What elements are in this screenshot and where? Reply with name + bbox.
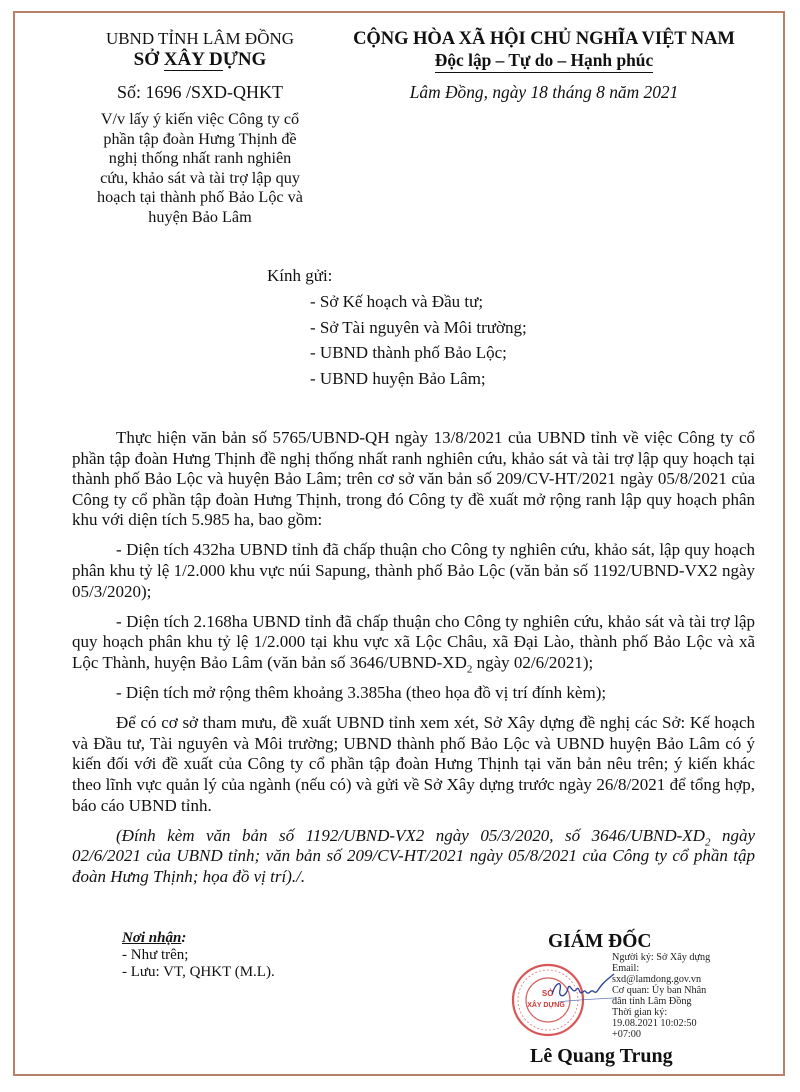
department-prefix: SỞ bbox=[133, 49, 164, 70]
handwritten-signature-icon bbox=[548, 968, 618, 1008]
paragraph-intro: Thực hiện văn bản số 5765/UBND-QH ngày 13/8/2021 của UBND tỉnh về việc Công ty cổ phần tập đoàn Hưng Thịnh đề nghị thống nhất ranh nghiên cứu, khảo sát và tài trợ lập quy hoạch tại thành phố Bảo Lộc và huyện Bảo Lâm; trên cơ sở văn bản số 209/CV-HT/2021 ngày 05/8/2021 của Công ty cổ phần tập đoàn Hưng Thịnh, trong đó Công ty đề xuất mở rộng ranh lập quy hoạch phân khu với diện tích 5.985 ha, bao gồm: bbox=[72, 428, 755, 530]
subscript: 2 bbox=[704, 835, 711, 848]
paragraph-item-432ha: - Diện tích 432ha UBND tỉnh đã chấp thuận cho Công ty nghiên cứu, khảo sát, lập quy hoạch phân khu tỷ lệ 1/2.000 khu vực núi Sapung, thành phố Bảo Lộc (văn bản số 1192/UBND-VX2 ngày 05/3/2020); bbox=[72, 540, 755, 601]
paragraph-item-2168ha bbox=[72, 612, 755, 674]
subject-line: V/v lấy ý kiến việc Công ty cổ bbox=[100, 110, 300, 128]
sig-line: +07:00 bbox=[612, 1029, 641, 1040]
department-underlined: XÂY D bbox=[163, 49, 223, 70]
attachment-note bbox=[72, 826, 755, 888]
paragraph-request: Để có cơ sở tham mưu, đề xuất UBND tỉnh xem xét, Sở Xây dựng đề nghị các Sở: Kế hoạch và Đầu tư, Tài nguyên và Môi trường; UBND thành phố Bảo Lộc và UBND huyện Bảo Lâm có ý kiến đối với đề xuất của Công ty cổ phần tập đoàn Hưng Thịnh tại văn bản nêu trên; ý kiến khác theo lĩnh vực quản lý của ngành (nếu có) và gửi về Sở Xây dựng trước ngày 26/8/2021 để tổng hợp, báo cáo UBND tỉnh. bbox=[72, 713, 755, 815]
subject-line: nghị thống nhất ranh nghiên bbox=[108, 149, 292, 167]
recipient-item: - Như trên; bbox=[122, 947, 189, 963]
sig-line: 19.08.2021 10:02:50 bbox=[612, 1018, 697, 1029]
place-date: Lâm Đồng, ngày 18 tháng 8 năm 2021 bbox=[409, 82, 679, 102]
addressee-item: - UBND huyện Bảo Lâm; bbox=[310, 368, 486, 388]
addressee-item: - Sở Tài nguyên và Môi trường; bbox=[310, 317, 527, 337]
recipients-colon: : bbox=[181, 930, 187, 946]
sig-line: Cơ quan: Ủy ban Nhân bbox=[612, 985, 707, 996]
svg-text:SỞ: SỞ bbox=[541, 989, 555, 998]
recipient-item: - Lưu: VT, QHKT (M.L). bbox=[122, 964, 275, 980]
nation-title: CỘNG HÒA XÃ HỘI CHỦ NGHĨA VIỆT NAM bbox=[353, 28, 735, 49]
signer-name: Lê Quang Trung bbox=[530, 1045, 673, 1067]
sig-line: Email: bbox=[612, 963, 640, 974]
subject bbox=[70, 110, 330, 227]
subject-line: phần tập đoàn Hưng Thịnh đề bbox=[103, 129, 297, 148]
sig-line: dân tỉnh Lâm Đồng bbox=[612, 996, 692, 1007]
note-text: ngày 02/6/2021 của UBND tỉnh; văn bản số 209/CV-HT/2021 ngày 05/8/2021 của Công ty cổ phần tập đoàn Hưng Thịnh; họa đồ vị trí)./. bbox=[72, 825, 755, 886]
document-number: Số: 1696 /SXD-QHKT bbox=[116, 82, 283, 102]
agency-name: UBND TỈNH LÂM ĐỒNG bbox=[105, 29, 295, 48]
sig-line: Thời gian ký: bbox=[612, 1007, 668, 1018]
subject-line: cứu, khảo sát và tài trợ lập quy bbox=[100, 168, 300, 187]
department-suffix: ỰNG bbox=[222, 49, 267, 70]
addressee-label: Kính gửi: bbox=[267, 266, 333, 285]
addressee-item: - Sở Kế hoạch và Đầu tư; bbox=[310, 292, 484, 311]
svg-text:XÂY DỰNG: XÂY DỰNG bbox=[527, 1002, 565, 1009]
paragraph-text: - Diện tích 2.168ha UBND tỉnh đã chấp thuận cho Công ty nghiên cứu, khảo sát và tài trợ lập quy hoạch phân khu tỷ lệ 1/2.000 tại khu vực xã Lộc Châu, xã Đại Lào, thành phố Bảo Lộc và xã Lộc Thành, huyện Bảo Lâm (văn bản số 3646/UBND-XD bbox=[72, 611, 755, 672]
signer-title: GIÁM ĐỐC bbox=[548, 931, 652, 952]
sig-line: Người ký: Sở Xây dựng bbox=[612, 952, 711, 963]
recipients-block bbox=[122, 930, 275, 981]
letter-body bbox=[72, 428, 755, 897]
subject-line: huyện Bảo Lâm bbox=[148, 207, 252, 226]
addressee-list bbox=[310, 289, 527, 391]
recipients-title-text: Nơi nhận bbox=[122, 930, 182, 946]
note-text: (Đính kèm văn bản số 1192/UBND-VX2 ngày 05/3/2020, số 3646/UBND-XD bbox=[116, 825, 705, 845]
digital-signature-info bbox=[612, 952, 782, 1040]
department-name bbox=[70, 49, 330, 71]
subject-line: hoạch tại thành phố Bảo Lộc và bbox=[97, 188, 303, 206]
addressee-item: - UBND thành phố Bảo Lộc; bbox=[310, 343, 507, 362]
paragraph-item-3385ha: - Diện tích mở rộng thêm khoảng 3.385ha (theo họa đồ vị trí đính kèm); bbox=[116, 683, 607, 703]
paragraph-text: ngày 02/6/2021); bbox=[472, 652, 594, 672]
national-header bbox=[318, 28, 770, 103]
sig-line: sxd@lamdong.gov.vn bbox=[612, 974, 702, 985]
motto: Độc lập – Tự do – Hạnh phúc bbox=[435, 50, 653, 73]
issuer-block bbox=[70, 28, 330, 227]
subscript: 2 bbox=[466, 663, 473, 676]
recipients-title bbox=[122, 930, 275, 947]
